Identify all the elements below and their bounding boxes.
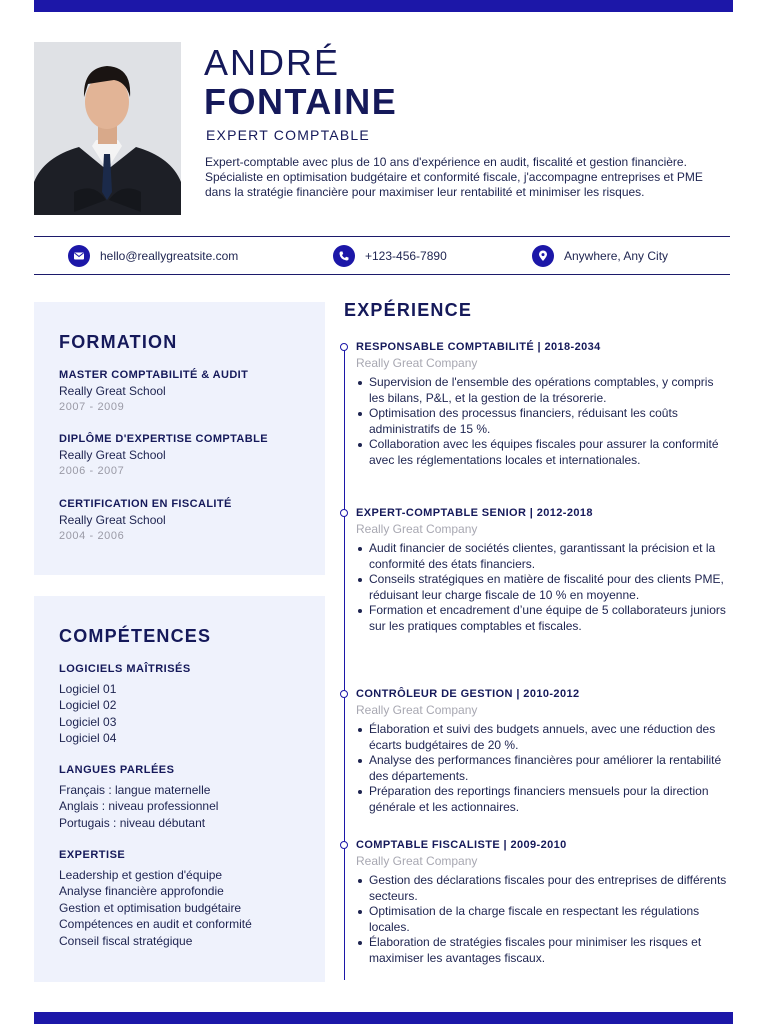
job-entry: [356, 506, 728, 634]
software-heading: LOGICIELS MAÎTRISÉS: [59, 663, 191, 675]
degree-name: CERTIFICATION EN FISCALITÉ: [59, 498, 232, 510]
education-entry: [59, 432, 319, 479]
job-bullet: Élaboration de stratégies fiscales pour minimiser les risques et maximiser les avantages fiscaux.: [369, 935, 728, 966]
job-bullets: [356, 375, 728, 468]
degree-name: MASTER COMPTABILITÉ & AUDIT: [59, 369, 249, 381]
phone-text: +123-456-7890: [365, 249, 447, 263]
expertise-item: Compétences en audit et conformité: [59, 917, 252, 932]
software-item: Logiciel 01: [59, 682, 117, 696]
job-bullet: Formation et encadrement d’une équipe de 5 collaborateurs juniors sur les pratiques comptables et fiscales.: [369, 603, 728, 634]
languages-heading: LANGUES PARLÉES: [59, 764, 175, 776]
expertise-item: Leadership et gestion d'équipe: [59, 868, 223, 882]
contact-email[interactable]: [68, 245, 238, 267]
job-bullet: Gestion des déclarations fiscales pour des entreprises de différents secteurs.: [369, 873, 727, 903]
job-entry: [356, 838, 728, 966]
job-company: Really Great Company: [356, 356, 478, 370]
job-bullet: Optimisation des processus financiers, réduisant les coûts administratifs de 15 %.: [369, 406, 728, 437]
timeline-dot: [340, 690, 348, 698]
job-role: EXPERT-COMPTABLE SENIOR | 2012-2018: [356, 507, 593, 519]
job-entry: [356, 340, 728, 468]
location-text: Anywhere, Any City: [564, 249, 669, 263]
job-bullets: [356, 541, 728, 634]
experience-heading: EXPÉRIENCE: [344, 300, 473, 320]
contact-phone[interactable]: [333, 245, 447, 267]
formation-panel: [34, 302, 325, 575]
job-title: EXPERT COMPTABLE: [206, 127, 370, 143]
expertise-item: Conseil fiscal stratégique: [59, 933, 193, 948]
job-bullet: Audit financier de sociétés clientes, garantissant la précision et la conformité des états financiers.: [369, 541, 728, 572]
job-entry: [356, 687, 728, 815]
job-bullet: Supervision de l'ensemble des opérations comptables, y compris les bilans, P&L, et la gestion de la trésorerie.: [369, 375, 728, 406]
contact-top-divider: [34, 236, 730, 237]
expertise-heading: EXPERTISE: [59, 849, 126, 861]
contact-bottom-divider: [34, 274, 730, 275]
job-bullets: [356, 722, 728, 815]
job-role: RESPONSABLE COMPTABILITÉ | 2018-2034: [356, 341, 601, 353]
school-name: Really Great School: [59, 513, 166, 527]
school-name: Really Great School: [59, 448, 166, 462]
profile-summary: Expert-comptable avec plus de 10 ans d'expérience en audit, fiscalité et gestion financière. Spécialiste en optimisation budgétaire et conformité fiscale, j'accompagne entreprises et PME dans la stratégie financière pour maximiser leur rentabilité et minimiser les risques.: [205, 155, 703, 199]
expertise-item: Gestion et optimisation budgétaire: [59, 900, 242, 915]
job-bullet: Conseils stratégiques en matière de fiscalité pour des clients PME, réduisant leur charge fiscale de 10 % en moyenne.: [369, 572, 728, 603]
top-accent-bar: [34, 0, 733, 12]
software-list: [59, 681, 324, 747]
education-entry: [59, 497, 319, 544]
job-bullet: Préparation des reportings financiers mensuels pour la direction générale et les actionnaires.: [369, 784, 728, 815]
education-years: 2007 - 2009: [59, 401, 125, 413]
software-item: Logiciel 03: [59, 714, 117, 729]
timeline-line: [344, 346, 345, 980]
education-entry: [59, 368, 319, 415]
timeline-dot: [340, 841, 348, 849]
degree-name: DIPLÔME D'EXPERTISE COMPTABLE: [59, 433, 268, 445]
job-company: Really Great Company: [356, 703, 478, 717]
phone-icon: [333, 245, 355, 267]
job-company: Really Great Company: [356, 854, 478, 868]
software-item: Logiciel 04: [59, 731, 117, 746]
job-bullet: Optimisation de la charge fiscale en respectant les régulations locales.: [369, 904, 728, 935]
job-bullet: Collaboration avec les équipes fiscales pour assurer la conformité avec les réglementations locales et internationales.: [369, 437, 728, 468]
location-pin-icon: [532, 245, 554, 267]
languages-list: [59, 782, 324, 831]
job-role: CONTRÔLEUR DE GESTION | 2010-2012: [356, 688, 580, 700]
language-item: Français : langue maternelle: [59, 783, 211, 797]
email-text: hello@reallygreatsite.com: [100, 249, 239, 263]
education-years: 2004 - 2006: [59, 530, 125, 542]
education-years: 2006 - 2007: [59, 465, 125, 477]
formation-heading: FORMATION: [59, 332, 178, 352]
mail-icon: [68, 245, 90, 267]
job-company: Really Great Company: [356, 522, 478, 536]
job-bullet: Élaboration et suivi des budgets annuels, avec une réduction des écarts budgétaires de 20 %.: [369, 722, 728, 753]
school-name: Really Great School: [59, 384, 166, 398]
first-name: ANDRÉ: [204, 42, 341, 83]
job-bullets: [356, 873, 728, 966]
language-item: Anglais : niveau professionnel: [59, 799, 219, 814]
contact-location: [532, 245, 668, 267]
competences-heading: COMPÉTENCES: [59, 626, 212, 646]
timeline-dot: [340, 509, 348, 517]
job-role: COMPTABLE FISCALISTE | 2009-2010: [356, 839, 567, 851]
expertise-list: [59, 867, 324, 949]
profile-photo: [34, 42, 181, 215]
language-item: Portugais : niveau débutant: [59, 815, 206, 830]
competences-panel: [34, 596, 325, 982]
bottom-accent-bar: [34, 1012, 733, 1024]
portrait-illustration: [34, 42, 181, 215]
software-item: Logiciel 02: [59, 698, 117, 713]
job-bullet: Analyse des performances financières pour améliorer la rentabilité des départements.: [369, 753, 728, 784]
timeline-dot: [340, 343, 348, 351]
expertise-item: Analyse financière approfondie: [59, 884, 224, 899]
last-name: FONTAINE: [204, 81, 398, 122]
